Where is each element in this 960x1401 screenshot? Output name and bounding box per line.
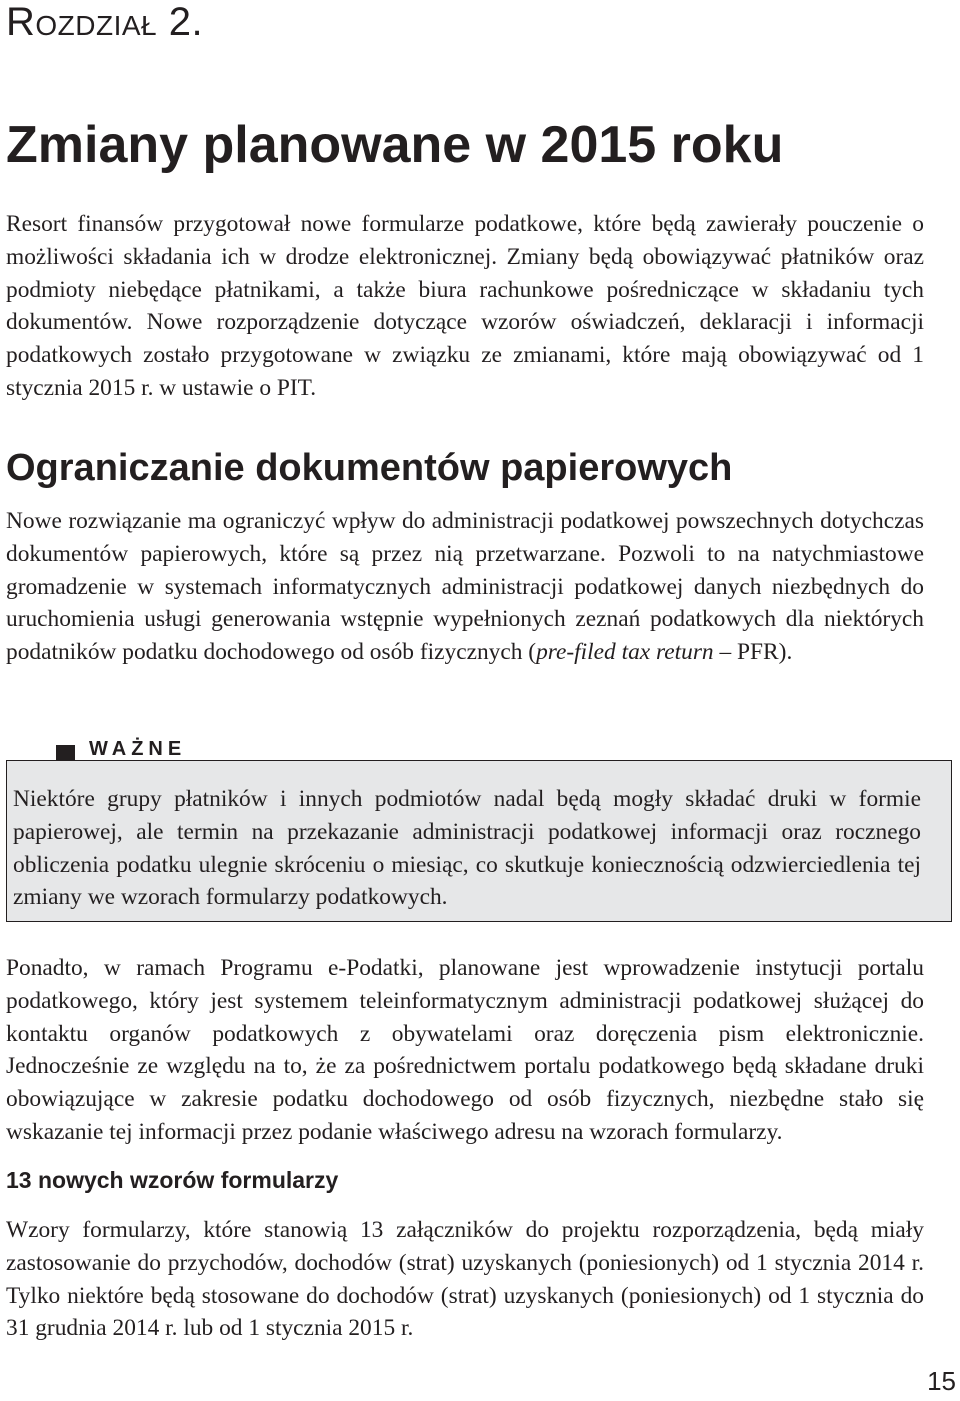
- chapter-label: Rozdział 2.: [6, 0, 204, 44]
- paper-documents-text: Nowe rozwiązanie ma ograniczyć wpływ do administracji podatkowej powszechnych dotychczas dokumentów papierowych, które są przez nią przetwarzane. Pozwoli to na natychmiastowe gromadzenie w systemach informatycznych administracji podatkowej danych niezbędnych do uruchomienia usługi generowania wstępnie wypełnionych zeznań podatkowych dla niektórych podatników podatku dochodowego od osób fizycznych (: [6, 508, 924, 666]
- important-box: [6, 760, 952, 922]
- section-heading-new-forms: 13 nowych wzorów formularzy: [6, 1167, 339, 1193]
- intro-paragraph: Resort finansów przygotował nowe formularze podatkowe, które będą zawierały pouczenie o możliwości składania ich w drodze elektronicznej. Zmiany będą obowiązywać płatników oraz podmioty niebędące płatnikami, a także biura rachunkowe pośredniczące w składaniu tych dokumentów. Nowe rozporządzenie dotyczące wzorów oświadczeń, deklaracji i informacji podatkowych zostało przygotowane w związku ze zmianami, które mają obowiązywać od 1 stycznia 2015 r. w ustawie o PIT.: [6, 211, 924, 401]
- pfr-abbreviation: – PFR).: [713, 639, 793, 666]
- page-title: Zmiany planowane w 2015 roku: [6, 116, 784, 174]
- important-label: WAŻNE: [89, 737, 187, 760]
- section-heading-paper-documents: Ograniczanie dokumentów papierowych: [6, 447, 733, 489]
- new-forms-paragraph: Wzory formularzy, które stanowią 13 załączników do projektu rozporządzenia, będą miały zastosowanie do przychodów, dochodów (strat) uzyskanych (poniesionych) od 1 stycznia 2014 r. Tylko niektóre będą stosowane do dochodów (strat) uzyskanych (poniesionych) od 1 stycznia do 31 grudnia 2014 r. lub od 1 stycznia 2015 r.: [6, 1217, 924, 1342]
- paper-documents-paragraph: [6, 505, 924, 669]
- page-number: 15: [927, 1366, 956, 1396]
- e-tax-portal-paragraph: Ponadto, w ramach Programu e-Podatki, planowane jest wprowadzenie instytucji portalu podatkowego, który jest systemem teleinformatycznym administracji podatkowej służącej do kontaktu organów podatkowych z obywatelami oraz doręczenia pism elektronicznie. Jednocześnie ze względu na to, że za pośrednictwem portalu podatkowego będą składane druki obowiązujące w zakresie podatku dochodowego od osób fizycznych, niezbędne stało się wskazanie tej informacji przez podanie właściwego adresu na wzorach formularzy.: [6, 955, 924, 1145]
- pfr-term: pre-filed tax return: [536, 639, 714, 666]
- important-text: Niektóre grupy płatników i innych podmiotów nadal będą mogły składać druki w formie papierowej, ale termin na przekazanie administracji podatkowej informacji oraz rocznego obliczenia podatku ulegnie skróceniu o miesiąc, co skutkuje koniecznością odzwierciedlenia tej zmiany we wzorach formularzy podatkowych.: [13, 786, 921, 911]
